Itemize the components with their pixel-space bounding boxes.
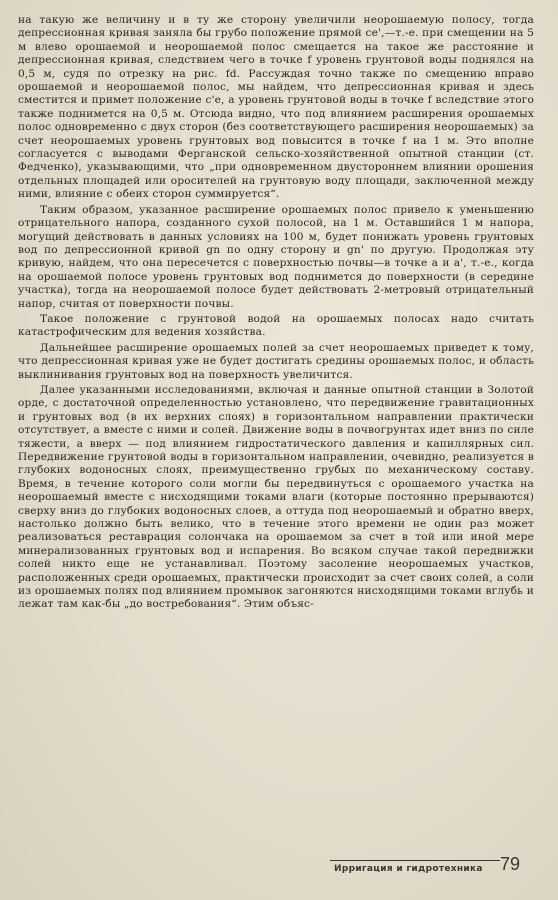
page-number: 79 xyxy=(500,854,521,874)
book-page xyxy=(18,14,534,849)
paragraph-3: Такое положение с грунтовой водой на орошаемых полосах надо считать катастрофическим для ведения хозяйства. xyxy=(18,312,534,339)
paragraph-4: Дальнейшее расширение орошаемых полей за счет неорошаемых приведет к тому, что депрессионная кривая уже не будет достигать средины орошаемых полос, и область выклинивания грунтовых вод на поверхность увеличится. xyxy=(18,341,534,381)
footer-divider xyxy=(330,860,500,861)
paragraph-5: Далее указанными исследованиями, включая и данные опытной станции в Золотой орде, с достаточной определенностью установлено, что передвижение гравитационных и грунтовых вод (в их верхних слоях) в горизонтальном направлении практически отсутствует, а вместе с ними и солей. Движение воды в почвогрунтах идет вниз по силе тяжести, а вверх — под влиянием гидростатического давления и капиллярных сил. Передвижение грунтовой воды в горизонтальном направлении, очевидно, реализуется в глубоких водоносных слоях, преимущественно грубых по механическому составу. Время, в течение которого соли могли бы передвинуться с орошаемого участка на неорошаемый вместе с нисходящими токами влаги (которые постоянно прерываются) сверху вниз до глубоких водоносных слоев, а оттуда под неорошаемый и обратно вверх, настолько должно быть велико, что в течение этого времени не один раз может реализоваться реставрация солончака на орошаемом за счет в той или иной мере минерализованных грунтовых вод и испарения. Во всяком случае такой передвижки солей никто еще не устанавливал. Поэтому засоление неорошаемых участков, расположенных среди орошаемых, практически происходит за счет своих солей, а соли из орошаемых полях под влиянием промывок загоняются нисходящими токами вглубь и лежат там как-бы „до востребования“. Этим объяс- xyxy=(18,383,534,611)
page-footer xyxy=(274,850,534,890)
paragraph-2: Таким образом, указанное расширение орошаемых полос привело к уменьшению отрицательного напора, созданного сухой полосой, на 1 м. Оставшийся 1 м напора, могущий действовать в данных условиях на 100 м, будет понижать уровень грунтовых вод по депрессионной кривой gn по одну сторону и gn' по другую. Продолжая эту кривую, найдем, что она пересечется с поверхностью почвы—в точке a и a', т.-е., когда на орошаемой полосе уровень грунтовых вод поднимется до поверхности (в середине участка), тогда на неорошаемой полосе будет действовать 2-метровый отрицательный напор, считая от поверхности почвы. xyxy=(18,203,534,310)
paragraph-1: на такую же величину и в ту же сторону увеличили неорошаемую полосу, тогда депрессионная кривая заняла бы грубо положение прямой ce',—т.-е. при смещении на 5 м влево орошаемой и неорошаемой полос смещается на такое же расстояние и депрессионная кривая, следствием чего в точке f уровень грунтовой воды поднялся на 0,5 м, судя по отрезку на рис. fd. Рассуждая точно также по смещению вправо орошаемой и неорошаемой полос, мы найдем, что депрессионная кривая и здесь сместится и примет положение c'e, а уровень грунтовой воды в точке f вследствие этого также поднимется на 0,5 м. Отсюда видно, что под влиянием расширения орошаемых полос одновременно с двух сторон (без соответствующего расширения неорошаемых) за счет неорошаемых уровень грунтовых вод повысится в точке f на 1 м. Это вполне согласуется с выводами Ферганской сельско-хозяйственной опытной станции (ст. Федченко), указывающими, что „при одновременном двустороннем влиянии орошения отдельных площадей или оросителей на грунтовую воду площади, заключенной между ними, влияние с обеих сторон суммируется“. xyxy=(18,14,534,201)
running-title: Ирригация и гидротехника xyxy=(334,864,483,874)
